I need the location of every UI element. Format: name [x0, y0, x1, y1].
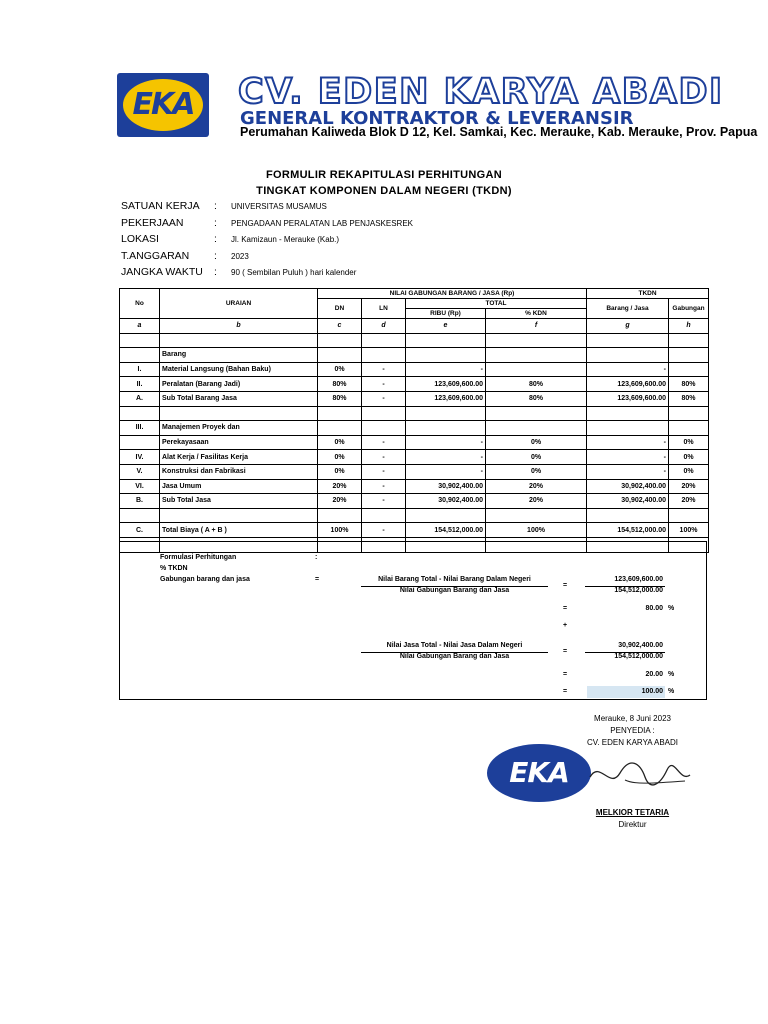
col-letter: c	[318, 319, 362, 334]
cell-gab	[669, 333, 709, 348]
cell-ribu	[406, 348, 486, 363]
header-tkdn: TKDN	[587, 289, 709, 299]
formula-value-den-1: 154,512,000.00	[614, 587, 663, 594]
formula-pct: %	[668, 605, 675, 612]
col-letter: a	[120, 319, 160, 334]
cell-dn: 0%	[318, 435, 362, 450]
formula-eq: =	[563, 688, 568, 695]
cell-ribu: -	[406, 450, 486, 465]
cell-no: B.	[120, 494, 160, 509]
cell-ln: -	[362, 494, 406, 509]
header-pct-kdn: % KDN	[486, 309, 587, 319]
sign-place-date: Merauke, 8 Juni 2023	[594, 714, 671, 723]
formula-plus: +	[563, 622, 568, 629]
info-colon: :	[214, 233, 217, 245]
formula-pct: %	[668, 671, 675, 678]
cell-ln: -	[362, 435, 406, 450]
cell-bj: 30,902,400.00	[587, 494, 669, 509]
cell-kdn: 100%	[486, 523, 587, 538]
sign-company: CV. EDEN KARYA ABADI	[586, 738, 678, 747]
cell-uraian: Manajemen Proyek dan	[160, 421, 318, 436]
cell-ln: -	[362, 450, 406, 465]
formula-denominator-2: Nilai Gabungan Barang dan Jasa	[399, 653, 510, 660]
formula-eq: =	[315, 576, 320, 583]
cell-gab: 20%	[669, 494, 709, 509]
header-barang-jasa: Barang / Jasa	[587, 299, 669, 319]
cell-no	[120, 435, 160, 450]
info-key: PEKERJAAN	[121, 216, 184, 229]
formula-gabungan-label: Gabungan barang dan jasa	[160, 576, 250, 583]
col-letter: d	[362, 319, 406, 334]
cell-bj	[587, 421, 669, 436]
cell-dn	[318, 348, 362, 363]
cell-kdn: 20%	[486, 494, 587, 509]
formula-value-num-2: 30,902,400.00	[618, 642, 663, 649]
cell-kdn	[486, 421, 587, 436]
cell-dn: 100%	[318, 523, 362, 538]
cell-dn	[318, 406, 362, 421]
header-ribu: RIBU (Rp)	[406, 309, 486, 319]
cell-uraian	[160, 508, 318, 523]
cell-ln: -	[362, 362, 406, 377]
col-letter: g	[587, 319, 669, 334]
cell-uraian: Material Langsung (Bahan Baku)	[160, 362, 318, 377]
cell-dn	[318, 421, 362, 436]
cell-uraian: Konstruksi dan Fabrikasi	[160, 464, 318, 479]
formula-eq: =	[563, 582, 568, 589]
cell-ribu	[406, 333, 486, 348]
cell-uraian	[160, 406, 318, 421]
cell-no: III.	[120, 421, 160, 436]
info-key: LOKASI	[121, 233, 159, 245]
table-row	[120, 362, 709, 377]
cell-no	[120, 406, 160, 421]
header-no: No	[120, 289, 160, 319]
col-letter: e	[406, 319, 486, 334]
info-block	[121, 200, 621, 283]
stamp-text: EKA	[509, 756, 569, 789]
cell-uraian: Sub Total Jasa	[160, 494, 318, 509]
sign-role: PENYEDIA :	[610, 726, 655, 735]
cell-kdn: 80%	[486, 377, 587, 392]
letter-row	[120, 319, 709, 334]
cell-kdn	[486, 348, 587, 363]
formula-tkdn-label: % TKDN	[160, 565, 188, 572]
formula-eq: =	[563, 648, 568, 655]
cell-bj: 30,902,400.00	[587, 479, 669, 494]
cell-kdn: 0%	[486, 464, 587, 479]
info-row	[121, 200, 621, 217]
header-uraian: URAIAN	[160, 289, 318, 319]
table-row	[120, 464, 709, 479]
cell-no	[120, 333, 160, 348]
cell-kdn: 80%	[486, 391, 587, 406]
cell-gab	[669, 508, 709, 523]
cell-ribu: 154,512,000.00	[406, 523, 486, 538]
formula-numerator-1: Nilai Barang Total - Nilai Barang Dalam Negeri	[378, 576, 531, 583]
cell-no: V.	[120, 464, 160, 479]
cell-uraian: Total Biaya ( A + B )	[160, 523, 318, 538]
cell-uraian	[160, 333, 318, 348]
cell-ln: -	[362, 479, 406, 494]
cell-no: A.	[120, 391, 160, 406]
cell-dn	[318, 508, 362, 523]
cell-ribu: 123,609,600.00	[406, 391, 486, 406]
info-value: 2023	[231, 251, 249, 261]
cell-kdn: 20%	[486, 479, 587, 494]
cell-kdn	[486, 333, 587, 348]
formula-result-2: 20.00	[645, 671, 663, 678]
table-row	[120, 391, 709, 406]
cell-bj: 123,609,600.00	[587, 377, 669, 392]
cell-no: VI.	[120, 479, 160, 494]
cell-ribu: -	[406, 464, 486, 479]
table-row	[120, 348, 709, 363]
col-letter: f	[486, 319, 587, 334]
table-row	[120, 523, 709, 538]
company-address: Perumahan Kaliweda Blok D 12, Kel. Samkai, Kec. Merauke, Kab. Merauke, Prov. Papua	[240, 125, 758, 139]
formula-eq: =	[563, 671, 568, 678]
cell-ln: -	[362, 377, 406, 392]
table-body	[120, 289, 709, 553]
cell-gab: 0%	[669, 435, 709, 450]
logo-text: EKA	[132, 87, 194, 122]
doc-title-line2: TINGKAT KOMPONEN DALAM NEGERI (TKDN)	[256, 185, 512, 197]
cell-ln	[362, 508, 406, 523]
cell-gab	[669, 421, 709, 436]
formula-label: Formulasi Perhitungan	[160, 554, 237, 561]
cell-gab: 100%	[669, 523, 709, 538]
tkdn-table	[119, 288, 709, 553]
cell-no: C.	[120, 523, 160, 538]
cell-ribu	[406, 406, 486, 421]
table-row	[120, 508, 709, 523]
info-row	[121, 266, 621, 283]
header-total: TOTAL	[406, 299, 587, 309]
cell-uraian: Perekayasaan	[160, 435, 318, 450]
cell-ribu: -	[406, 362, 486, 377]
info-value: PENGADAAN PERALATAN LAB PENJASKESREK	[231, 218, 413, 228]
cell-ln: -	[362, 523, 406, 538]
cell-ln	[362, 406, 406, 421]
formula-value-num-1: 123,609,600.00	[614, 576, 663, 583]
formula-colon: :	[315, 554, 318, 561]
cell-bj: -	[587, 464, 669, 479]
info-row	[121, 217, 621, 234]
signer-name: MELKIOR TETARIA	[595, 808, 670, 817]
table-row	[120, 494, 709, 509]
cell-gab: 0%	[669, 464, 709, 479]
cell-ln	[362, 333, 406, 348]
formula-denominator-1: Nilai Gabungan Barang dan Jasa	[399, 587, 510, 594]
info-colon: :	[214, 216, 217, 229]
cell-dn: 80%	[318, 391, 362, 406]
cell-ribu: 30,902,400.00	[406, 494, 486, 509]
cell-ribu	[406, 508, 486, 523]
cell-dn: 20%	[318, 479, 362, 494]
table-row	[120, 421, 709, 436]
cell-ln	[362, 421, 406, 436]
cell-no: I.	[120, 362, 160, 377]
info-row	[121, 250, 621, 267]
table-row	[120, 377, 709, 392]
cell-no	[120, 508, 160, 523]
cell-ribu: -	[406, 435, 486, 450]
cell-dn: 80%	[318, 377, 362, 392]
cell-dn: 20%	[318, 494, 362, 509]
cell-bj: -	[587, 435, 669, 450]
info-colon: :	[214, 249, 217, 262]
cell-gab: 80%	[669, 377, 709, 392]
cell-ln	[362, 348, 406, 363]
cell-uraian: Jasa Umum	[160, 479, 318, 494]
cell-ribu	[406, 421, 486, 436]
cell-bj: 123,609,600.00	[587, 391, 669, 406]
cell-gab	[669, 348, 709, 363]
company-logo	[117, 73, 209, 137]
cell-gab	[669, 362, 709, 377]
cell-dn	[318, 333, 362, 348]
formula-eq: =	[563, 605, 568, 612]
signature-scribble	[585, 755, 695, 795]
formula-value-den-2: 154,512,000.00	[614, 653, 663, 660]
info-value: 90 ( Sembilan Puluh ) hari kalender	[231, 268, 357, 277]
formula-pct: %	[668, 688, 675, 695]
info-row	[121, 233, 621, 250]
header-row	[120, 289, 709, 299]
header-nilai-gabungan: NILAI GABUNGAN BARANG / JASA (Rp)	[318, 289, 587, 299]
table-row	[120, 406, 709, 421]
table-row	[120, 435, 709, 450]
cell-dn: 0%	[318, 464, 362, 479]
cell-dn: 0%	[318, 450, 362, 465]
header-ln: LN	[362, 299, 406, 319]
cell-dn: 0%	[318, 362, 362, 377]
cell-kdn: 0%	[486, 450, 587, 465]
cell-bj	[587, 406, 669, 421]
company-name: CV. EDEN KARYA ABADI	[238, 72, 724, 112]
info-key: SATUAN KERJA	[121, 200, 200, 212]
cell-ribu: 30,902,400.00	[406, 479, 486, 494]
info-colon: :	[214, 200, 217, 212]
cell-uraian: Peralatan (Barang Jadi)	[160, 377, 318, 392]
info-colon: :	[214, 266, 217, 278]
cell-uraian: Alat Kerja / Fasilitas Kerja	[160, 450, 318, 465]
cell-kdn	[486, 362, 587, 377]
table-row	[120, 479, 709, 494]
cell-gab	[669, 406, 709, 421]
cell-bj: -	[587, 362, 669, 377]
cell-kdn	[486, 406, 587, 421]
info-key: JANGKA WAKTU	[121, 266, 203, 278]
formula-result-1: 80.00	[645, 605, 663, 612]
cell-bj: -	[587, 450, 669, 465]
cell-ribu: 123,609,600.00	[406, 377, 486, 392]
header-dn: DN	[318, 299, 362, 319]
info-key: T.ANGGARAN	[121, 249, 190, 262]
cell-bj	[587, 348, 669, 363]
cell-ln: -	[362, 464, 406, 479]
col-letter: b	[160, 319, 318, 334]
cell-gab: 80%	[669, 391, 709, 406]
info-value: UNIVERSITAS MUSAMUS	[231, 202, 327, 211]
formula-numerator-2: Nilai Jasa Total - Nilai Jasa Dalam Negeri	[386, 642, 523, 649]
cell-ln: -	[362, 391, 406, 406]
cell-kdn: 0%	[486, 435, 587, 450]
info-value: Jl. Kamizaun - Merauke (Kab.)	[231, 235, 340, 244]
col-letter: h	[669, 319, 709, 334]
cell-gab: 0%	[669, 450, 709, 465]
cell-bj	[587, 333, 669, 348]
cell-no	[120, 348, 160, 363]
company-subtitle: GENERAL KONTRAKTOR & LEVERANSIR	[240, 108, 634, 129]
cell-gab: 20%	[669, 479, 709, 494]
header-gabungan: Gabungan	[669, 299, 709, 319]
signer-position: Direktur	[618, 820, 647, 829]
cell-bj: 154,512,000.00	[587, 523, 669, 538]
formula-total: 100.00	[587, 686, 665, 698]
cell-no: II.	[120, 377, 160, 392]
cell-no: IV.	[120, 450, 160, 465]
cell-uraian: Sub Total Barang Jasa	[160, 391, 318, 406]
cell-kdn	[486, 508, 587, 523]
table-row	[120, 450, 709, 465]
doc-title-line1: FORMULIR REKAPITULASI PERHITUNGAN	[265, 169, 502, 181]
cell-bj	[587, 508, 669, 523]
cell-uraian: Barang	[160, 348, 318, 363]
table-row	[120, 333, 709, 348]
